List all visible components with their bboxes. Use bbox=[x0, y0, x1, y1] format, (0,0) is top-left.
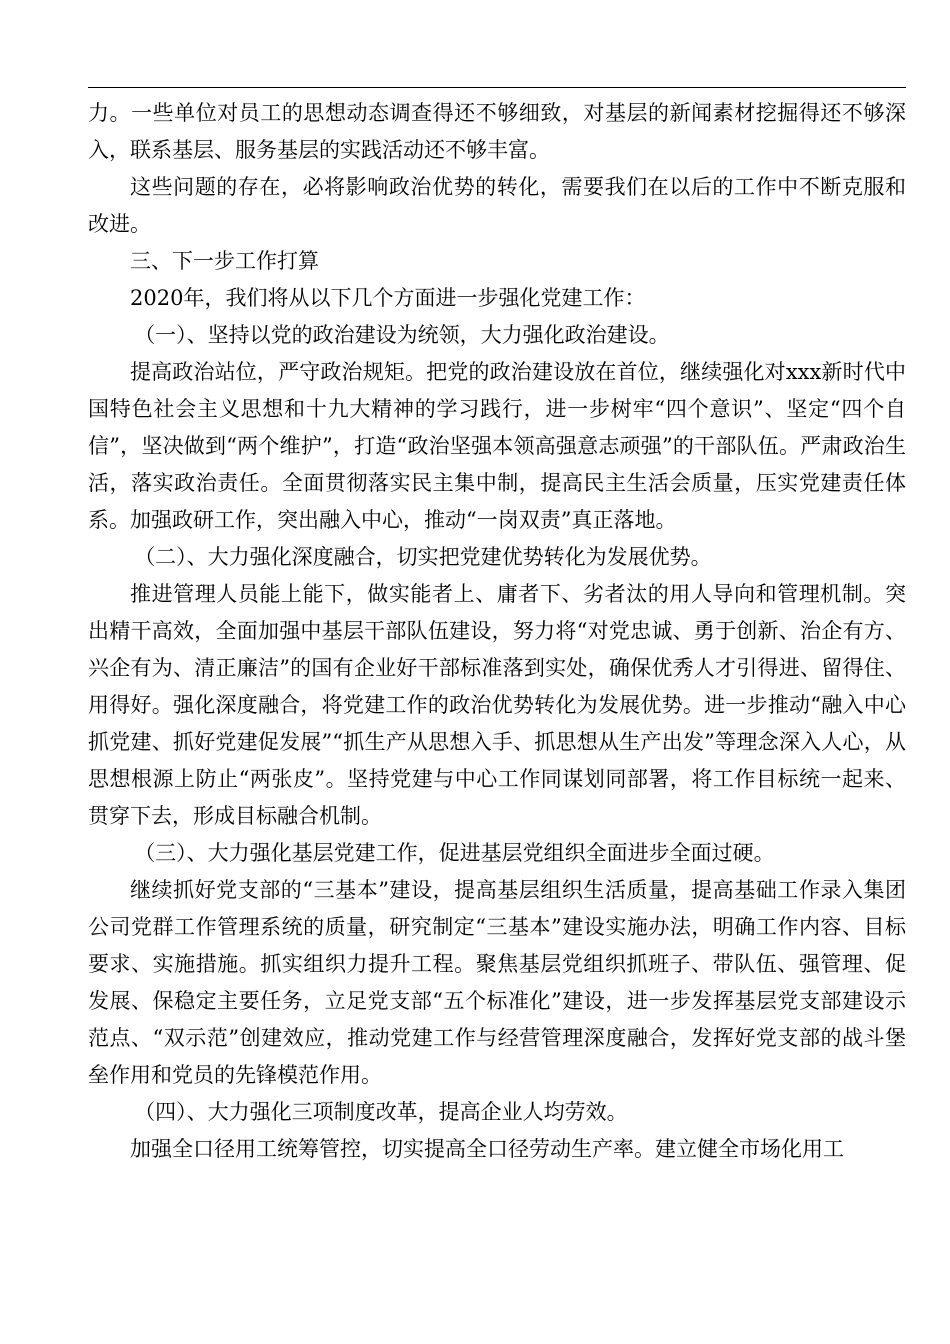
subheading-political-construction: （一）、坚持以党的政治建设为统领，大力强化政治建设。 bbox=[134, 323, 670, 347]
subheading-grassroots-party: （三）、大力强化基层党建工作，促进基层党组织全面进步全面过硬。 bbox=[134, 841, 775, 865]
paragraph-problems-summary: 这些问题的存在，必将影响政治优势的转化，需要我们在以后的工作中不断克服和改进。 bbox=[88, 175, 906, 236]
paragraph-political-standing: 提高政治站位，严守政治规矩。把党的政治建设放在首位，继续强化对xxx新时代中国特色社会主义思想和十九大精神的学习践行，进一步树牢“四个意识”、坚定“四个自信”，坚决做到“两个维护”，打造“政治坚强本领高强意志顽强”的干部队伍。严肃政治生活，落实政治责任。全面贯彻落实民主集中制，提高民主生活会质量，压实党建责任体系。加强政研工作，突出融入中心，推动“一岗双责”真正落地。 bbox=[88, 360, 906, 532]
header-rule bbox=[88, 87, 906, 88]
section-heading-next-steps: 三、下一步工作打算 bbox=[130, 249, 319, 273]
paragraph-continuation: 力。一些单位对员工的思想动态调查得还不够细致，对基层的新闻素材挖掘得还不够深入，联系基层、服务基层的实践活动还不够丰富。 bbox=[88, 101, 906, 162]
paragraph-employment-control: 加强全口径用工统筹管控，切实提高全口径劳动生产率。建立健全市场化用工 bbox=[130, 1137, 844, 1161]
paragraph-three-basics: 继续抓好党支部的“三基本”建设，提高基层组织生活质量，提高基础工作录入集团公司党群工作管理系统的质量，研究制定“三基本”建设实施办法，明确工作内容、目标要求、实施措施。抓实组织力提升工程。聚焦基层党组织抓班子、带队伍、强管理、促发展、保稳定主要任务，立足党支部“五个标准化”建设，进一步发挥基层党支部建设示范点、“双示范”创建效应，推动党建工作与经营管理深度融合，发挥好党支部的战斗堡垒作用和党员的先锋模范作用。 bbox=[88, 878, 906, 1087]
subheading-three-reforms: （四）、大力强化三项制度改革，提高企业人均劳效。 bbox=[134, 1100, 628, 1124]
document-body bbox=[88, 95, 906, 1168]
paragraph-2020-intro: 2020年，我们将从以下几个方面进一步强化党建工作： bbox=[130, 286, 646, 310]
subheading-deep-integration: （二）、大力强化深度融合，切实把党建优势转化为发展优势。 bbox=[134, 545, 712, 569]
paragraph-management-personnel: 推进管理人员能上能下，做实能者上、庸者下、劣者汰的用人导向和管理机制。突出精干高效，全面加强中基层干部队伍建设，努力将“对党忠诚、勇于创新、治企有方、兴企有为、清正廉洁”的国有企业好干部标准落到实处，确保优秀人才引得进、留得住、用得好。强化深度融合，将党建工作的政治优势转化为发展优势。进一步推动“融入中心抓党建、抓好党建促发展”“抓生产从思想入手、抓思想从生产出发”等理念深入人心，从思想根源上防止“两张皮”。坚持党建与中心工作同谋划同部署，将工作目标统一起来、贯穿下去，形成目标融合机制。 bbox=[88, 582, 906, 828]
